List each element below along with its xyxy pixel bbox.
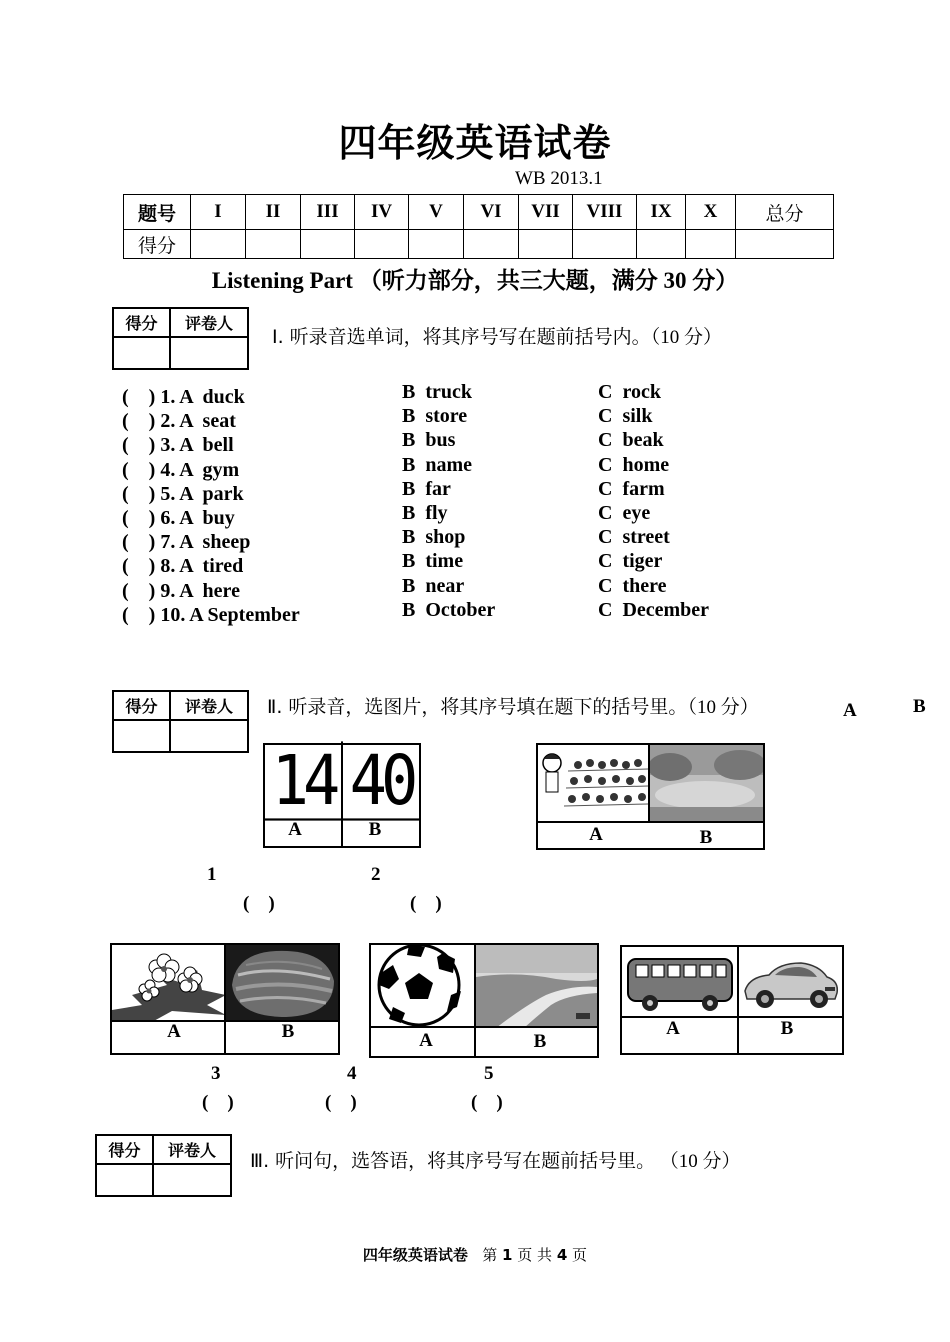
question-7-option-c: C street: [598, 526, 670, 549]
score-table-header: V: [409, 195, 464, 230]
grader-score-label: 得分: [96, 1135, 153, 1164]
question-7-option-a: ( ) 7. A sheep: [122, 531, 251, 554]
picture-3-label-b: B: [281, 1021, 295, 1042]
grader-score-cell[interactable]: [96, 1164, 153, 1196]
grader-score-cell[interactable]: [113, 337, 170, 369]
score-cell[interactable]: [409, 230, 464, 259]
grader-score-cell[interactable]: [113, 720, 170, 752]
section2-title: [267, 692, 759, 719]
question-10-option-a: ( ) 10. A September: [122, 603, 300, 626]
question-2-option-c: C silk: [598, 405, 653, 428]
question-10-option-b: B October: [402, 598, 496, 621]
stray-label-a: A: [843, 700, 857, 721]
flower-image: [112, 945, 226, 1022]
question-10-option-c: C December: [598, 598, 710, 621]
grader-name-cell[interactable]: [170, 337, 248, 369]
score-table-score-row: [124, 230, 834, 259]
question-2-option-a: ( ) 2. A seat: [122, 410, 236, 433]
score-cell[interactable]: [301, 230, 355, 259]
score-cell[interactable]: [464, 230, 519, 259]
score-table-header: 总分: [736, 195, 834, 230]
score-table-header: 题号: [124, 195, 191, 230]
picture-4: [369, 943, 599, 1058]
footer-title: 四年级英语试卷: [362, 1246, 468, 1264]
score-cell[interactable]: [573, 230, 637, 259]
picture-1-option-a-image: 14: [265, 741, 343, 820]
question-5-option-a: ( ) 5. A park: [122, 482, 244, 505]
picture-5: [620, 945, 844, 1055]
question-number-2: 2: [371, 864, 381, 885]
section1-column-c: [598, 380, 709, 622]
football-image: [371, 945, 476, 1028]
picture-1-option-b-image: 40: [343, 741, 419, 820]
section1-points: （10 分）: [650, 327, 722, 348]
score-table-header: I: [191, 195, 246, 230]
picture-3: [110, 943, 340, 1055]
stray-label-b: B: [913, 696, 926, 717]
score-table-header-row: [124, 195, 834, 230]
picture-5-label-a: A: [666, 1018, 680, 1039]
question-6-option-b: B fly: [402, 501, 448, 524]
score-table-header: VII: [519, 195, 573, 230]
section1-column-a: [122, 385, 300, 627]
section2-points: （10 分）: [687, 697, 759, 718]
question-number-3: 3: [211, 1063, 221, 1084]
river-image: [476, 945, 597, 1028]
car-image: [739, 947, 842, 1018]
question-number-4: 4: [347, 1063, 357, 1084]
score-table-header: X: [686, 195, 736, 230]
answer-paren-5[interactable]: ( ): [471, 1092, 503, 1113]
section3-title-text: Ⅲ. 听问句，选答语，将其序号写在题前括号里。: [250, 1150, 656, 1172]
score-cell[interactable]: [686, 230, 736, 259]
score-cell[interactable]: [246, 230, 301, 259]
question-9-option-c: C there: [598, 574, 667, 597]
footer-page-mid: 页 共: [517, 1246, 553, 1264]
question-1-option-a: ( ) 1. A duck: [122, 386, 245, 408]
question-6-option-c: C eye: [598, 501, 651, 524]
footer-total-pages: 4: [556, 1246, 568, 1264]
grader-box-1: [112, 307, 249, 370]
question-9-option-a: ( ) 9. A here: [122, 579, 240, 602]
question-3-option-a: ( ) 3. A bell: [122, 434, 234, 457]
score-cell[interactable]: [637, 230, 686, 259]
grader-name-cell[interactable]: [170, 720, 248, 752]
score-cell[interactable]: [355, 230, 409, 259]
section3-title: [250, 1146, 740, 1173]
question-3-option-b: B bus: [402, 429, 456, 452]
exam-title: 四年级英语试卷: [338, 121, 612, 165]
question-5-option-b: B far: [402, 477, 451, 500]
classroom-image: [538, 745, 650, 823]
question-4-option-b: B name: [402, 453, 472, 476]
answer-paren-1[interactable]: ( ): [243, 893, 275, 914]
picture-3-label-a: A: [167, 1021, 181, 1042]
question-number-5: 5: [484, 1063, 494, 1084]
footer-page-suffix: 页: [572, 1246, 588, 1264]
page-footer: [0, 1244, 950, 1265]
section2-title-text: Ⅱ. 听录音，选图片，将其序号填在题下的括号里。: [267, 696, 688, 718]
picture-2-label-b: B: [699, 827, 713, 848]
listening-heading: Listening Part （听力部分，共三大题，满分 30 分）: [211, 268, 739, 293]
score-table-header: III: [301, 195, 355, 230]
score-cell[interactable]: [191, 230, 246, 259]
section1-title: [272, 322, 722, 349]
question-4-option-a: ( ) 4. A gym: [122, 458, 240, 481]
picture-4-label-a: A: [419, 1030, 433, 1051]
question-6-option-a: ( ) 6. A buy: [122, 506, 235, 529]
question-8-option-c: C tiger: [598, 550, 663, 573]
question-4-option-c: C home: [598, 453, 670, 476]
grader-score-label: 得分: [113, 308, 170, 337]
score-table: [123, 194, 834, 259]
score-row-label: 得分: [124, 230, 191, 259]
question-1-option-c: C rock: [598, 381, 661, 403]
question-1-option-b: B truck: [402, 381, 472, 403]
score-table-header: IV: [355, 195, 409, 230]
question-8-option-a: ( ) 8. A tired: [122, 555, 244, 578]
question-8-option-b: B time: [402, 550, 464, 573]
picture-2-label-a: A: [589, 824, 603, 845]
exam-code: WB 2013.1: [515, 168, 603, 189]
answer-paren-3[interactable]: ( ): [202, 1092, 234, 1113]
question-7-option-b: B shop: [402, 526, 466, 549]
question-number-1: 1: [207, 864, 217, 885]
picture-5-label-b: B: [780, 1018, 794, 1039]
park-image: [650, 745, 763, 823]
grader-label: 评卷人: [170, 691, 248, 720]
question-5-option-c: C farm: [598, 477, 665, 500]
question-2-option-b: B store: [402, 405, 468, 428]
grader-box-2: [112, 690, 249, 753]
question-9-option-b: B near: [402, 574, 465, 597]
grader-box-3: [95, 1134, 232, 1197]
answer-paren-2[interactable]: ( ): [410, 893, 442, 914]
footer-page-prefix: 第: [482, 1246, 498, 1264]
grader-label: 评卷人: [153, 1135, 231, 1164]
picture-1: [263, 739, 421, 848]
score-cell[interactable]: [519, 230, 573, 259]
picture-1-label-a: A: [288, 819, 302, 840]
picture-2: [536, 743, 765, 850]
section1-title-text: Ⅰ. 听录音选单词，将其序号写在题前括号内。: [272, 326, 651, 348]
score-cell[interactable]: [736, 230, 834, 259]
grader-score-label: 得分: [113, 691, 170, 720]
score-table-header: II: [246, 195, 301, 230]
grader-label: 评卷人: [170, 308, 248, 337]
score-table-header: IX: [637, 195, 686, 230]
bus-image: [622, 947, 739, 1018]
section1-column-b: [402, 380, 495, 622]
score-table-header: VI: [464, 195, 519, 230]
question-3-option-c: C beak: [598, 429, 664, 452]
rock-image: [226, 945, 338, 1022]
picture-1-label-b: B: [368, 819, 382, 840]
grader-name-cell[interactable]: [153, 1164, 231, 1196]
answer-paren-4[interactable]: ( ): [325, 1092, 357, 1113]
picture-4-label-b: B: [533, 1031, 547, 1052]
footer-page-number: 1: [502, 1246, 513, 1264]
score-table-header: VIII: [573, 195, 637, 230]
section3-points: （10 分）: [669, 1151, 741, 1172]
